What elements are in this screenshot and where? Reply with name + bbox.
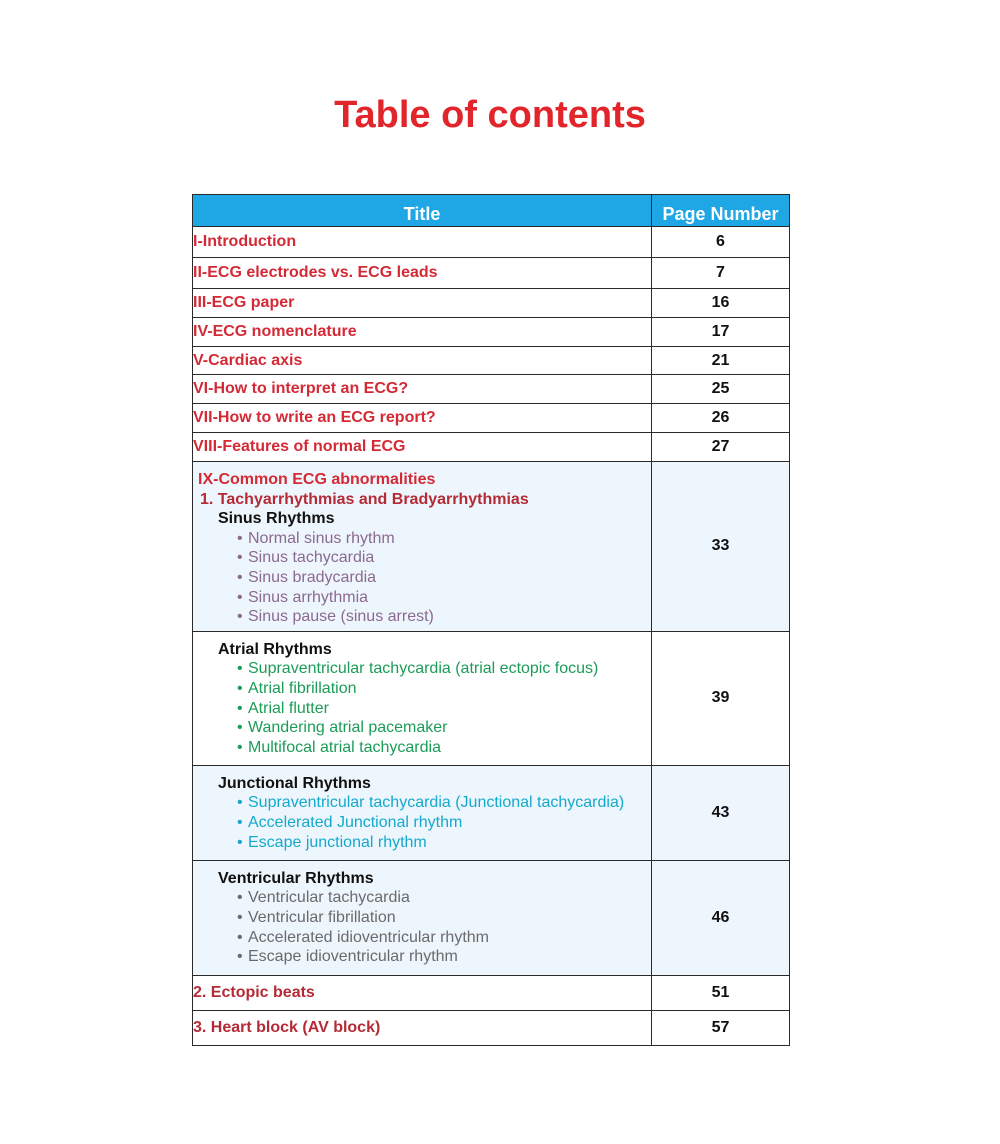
toc-row-ventricular [193, 860, 790, 975]
toc-row [193, 258, 790, 289]
toc-entry-page: 6 [652, 227, 790, 258]
toc-entry-page: 16 [652, 289, 790, 318]
toc-group-cell [193, 860, 652, 975]
ventricular-rhythm-list [198, 888, 651, 966]
toc-header-row [193, 195, 790, 227]
section-ix-subtitle[interactable]: 1. Tachyarrhythmias and Bradyarrhythmias [200, 490, 529, 508]
list-item: • Accelerated idioventricular rhythm [237, 928, 651, 948]
sinus-rhythm-list [198, 529, 651, 627]
toc-row [193, 289, 790, 318]
list-item: • Wandering atrial pacemaker [237, 718, 651, 738]
toc-row-atrial [193, 631, 790, 765]
list-item: • Supraventricular tachycardia (atrial ectopic focus) [237, 659, 651, 679]
toc-group-cell [193, 631, 652, 765]
toc-row [193, 375, 790, 404]
page-title: Table of contents [334, 94, 646, 136]
toc-group-cell [193, 765, 652, 860]
toc-entry-title[interactable]: IV-ECG nomenclature [193, 318, 652, 347]
list-item: • Escape junctional rhythm [237, 833, 651, 853]
toc-entry-page: 7 [652, 258, 790, 289]
toc-entry-title[interactable]: 2. Ectopic beats [193, 975, 652, 1010]
toc-entry-title[interactable]: I-Introduction [193, 227, 652, 258]
toc-entry-page: 26 [652, 404, 790, 433]
toc-entry-title[interactable]: III-ECG paper [193, 289, 652, 318]
toc-row-junctional [193, 765, 790, 860]
toc-row [193, 404, 790, 433]
toc-entry-page: 33 [652, 462, 790, 632]
toc-entry-page: 57 [652, 1010, 790, 1045]
toc-entry-title[interactable]: 3. Heart block (AV block) [193, 1010, 652, 1045]
list-item: • Sinus tachycardia [237, 548, 651, 568]
toc-entry-page: 21 [652, 347, 790, 375]
toc-entry-page: 39 [652, 631, 790, 765]
list-item: • Escape idioventricular rhythm [237, 947, 651, 967]
list-item: • Ventricular fibrillation [237, 908, 651, 928]
list-item: • Normal sinus rhythm [237, 529, 651, 549]
list-item: • Sinus bradycardia [237, 568, 651, 588]
toc-entry-title[interactable]: VII-How to write an ECG report? [193, 404, 652, 433]
toc-table [192, 194, 790, 1046]
list-item: • Supraventricular tachycardia (Junctional tachycardia) [237, 793, 651, 813]
list-item: • Accelerated Junctional rhythm [237, 813, 651, 833]
toc-entry-page: 17 [652, 318, 790, 347]
section-ix-title[interactable]: IX-Common ECG abnormalities [198, 471, 436, 488]
toc-row [193, 1010, 790, 1045]
list-item: • Multifocal atrial tachycardia [237, 738, 651, 758]
toc-entry-page: 46 [652, 860, 790, 975]
toc-entry-title[interactable]: VIII-Features of normal ECG [193, 433, 652, 462]
toc-entry-page: 51 [652, 975, 790, 1010]
toc-entry-title[interactable]: II-ECG electrodes vs. ECG leads [193, 258, 652, 289]
group-title-ventricular[interactable]: Ventricular Rhythms [218, 869, 374, 887]
toc-entry-page: 25 [652, 375, 790, 404]
toc-row-sinus [193, 462, 790, 632]
group-title-sinus[interactable]: Sinus Rhythms [218, 510, 335, 528]
list-item: • Atrial fibrillation [237, 679, 651, 699]
group-title-atrial[interactable]: Atrial Rhythms [218, 640, 332, 658]
page-number-column-header: Page Number [652, 195, 790, 227]
toc-row [193, 975, 790, 1010]
toc-entry-page: 43 [652, 765, 790, 860]
junctional-rhythm-list [198, 793, 651, 852]
list-item: • Ventricular tachycardia [237, 888, 651, 908]
toc-row [193, 227, 790, 258]
toc-section-cell [193, 462, 652, 632]
toc-row [193, 318, 790, 347]
toc-row [193, 433, 790, 462]
group-title-junctional[interactable]: Junctional Rhythms [218, 774, 371, 792]
toc-entry-page: 27 [652, 433, 790, 462]
atrial-rhythm-list [198, 659, 651, 757]
list-item: • Atrial flutter [237, 699, 651, 719]
toc-entry-title[interactable]: VI-How to interpret an ECG? [193, 375, 652, 404]
toc-entry-title[interactable]: V-Cardiac axis [193, 347, 652, 375]
title-column-header: Title [193, 195, 652, 227]
toc-row [193, 347, 790, 375]
list-item: • Sinus arrhythmia [237, 588, 651, 608]
list-item: • Sinus pause (sinus arrest) [237, 607, 651, 627]
